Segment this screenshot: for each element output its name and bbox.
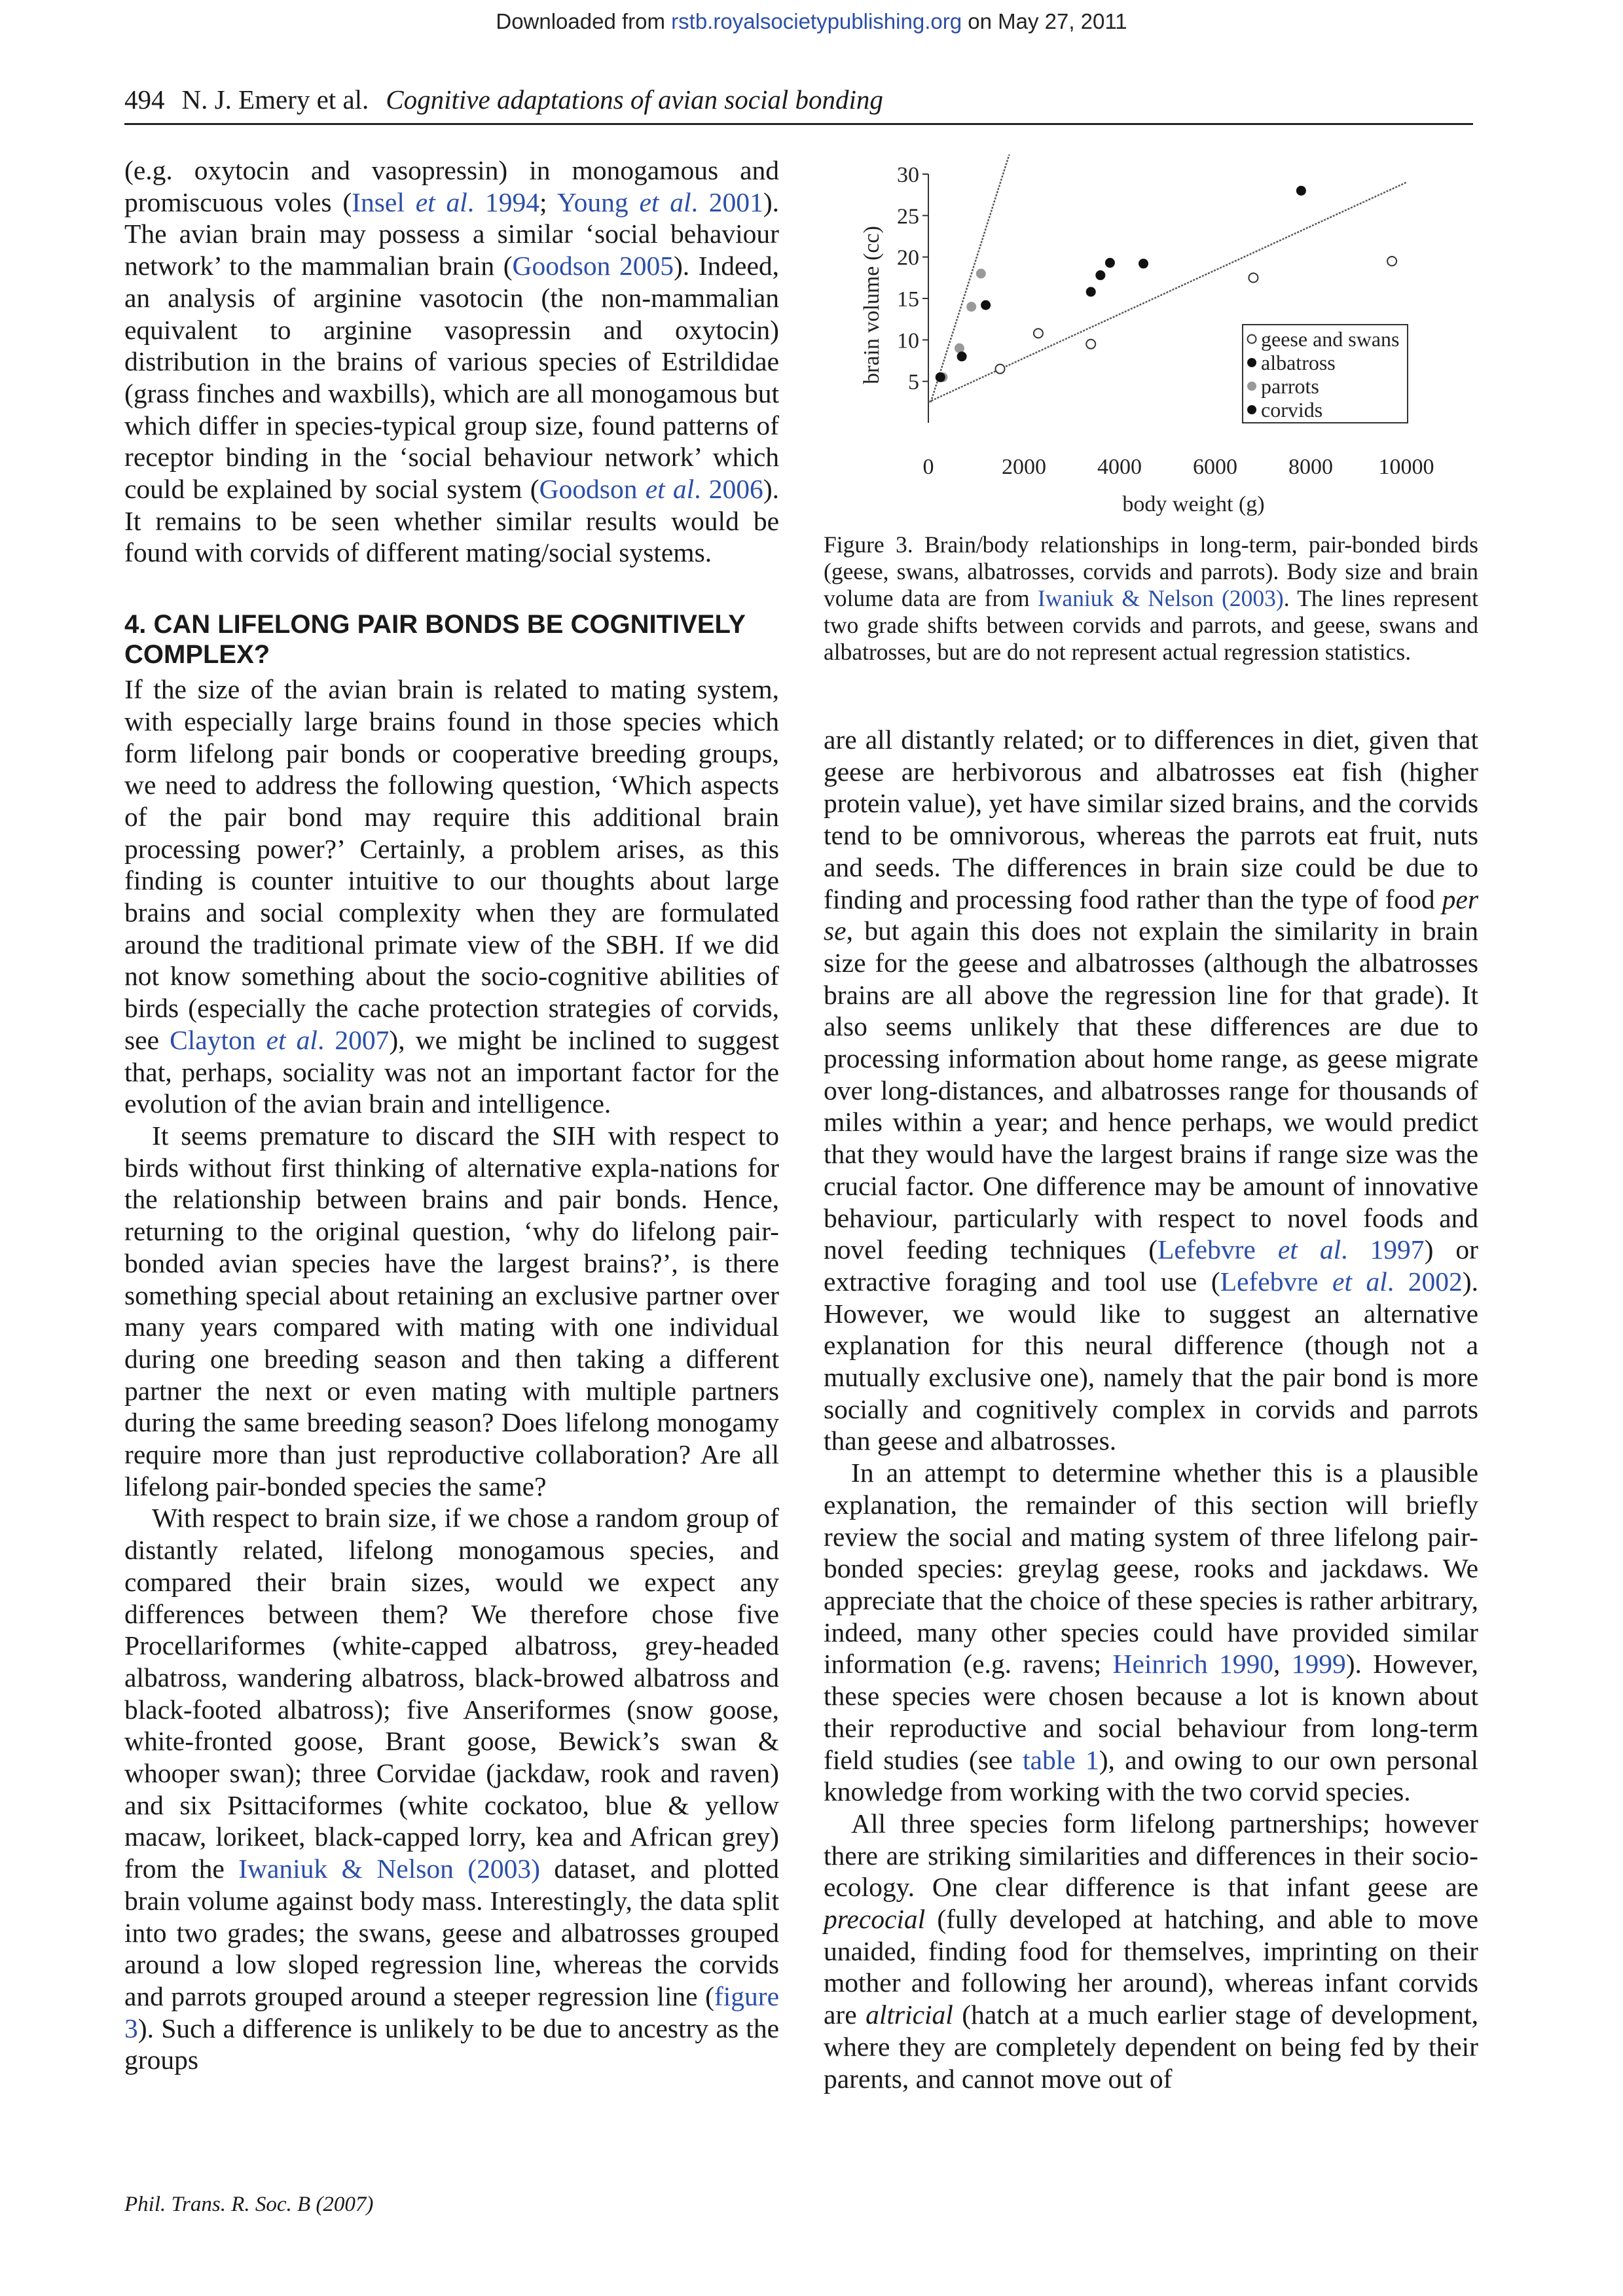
data-point-geese-and-swans [1387, 257, 1396, 266]
citation-link[interactable]: Goodson et al. 2006 [539, 474, 763, 505]
citation-link[interactable]: Clayton et al. 2007 [170, 1024, 390, 1055]
running-head-authors: N. J. Emery et al. [181, 84, 369, 115]
table-link[interactable]: table 1 [1023, 1744, 1099, 1775]
running-head [124, 84, 1473, 125]
y-tick-label: 30 [897, 163, 919, 187]
citation-link[interactable]: Goodson 2005 [512, 251, 674, 281]
legend-marker [1248, 382, 1256, 391]
y-tick-label: 15 [897, 287, 919, 312]
download-date: on May 27, 2011 [962, 9, 1127, 33]
data-point-albatross [1096, 271, 1105, 280]
data-point-albatross [1105, 259, 1114, 268]
legend-label: geese and swans [1261, 327, 1400, 351]
x-tick-label: 0 [922, 455, 934, 479]
x-tick-label: 6000 [1193, 455, 1237, 479]
data-point-parrots [976, 269, 985, 278]
download-prefix: Downloaded from [496, 9, 672, 33]
figure-caption: Figure 3. Brain/body relationships in long-term, pair-bonded birds (geese, swans, albatrosses, corvids and parrots). Body size and brain volume data are from Iwaniuk & Nelson (2003). The lines represent two grade shifts between corvids and parrots, and geese, swans and albatrosses, but are do not represent actual regression statistics. [824, 531, 1478, 665]
x-tick-label: 8000 [1288, 455, 1333, 479]
citation-link[interactable]: Lefebvre et al. 1997 [1158, 1234, 1425, 1265]
citation-link[interactable]: Iwaniuk & Nelson (2003) [1037, 585, 1284, 611]
data-point-corvids [981, 300, 991, 310]
download-site-link[interactable]: rstb.royalsocietypublishing.org [671, 9, 962, 33]
figure-link[interactable]: figure 3 [124, 1981, 779, 2043]
data-point-corvids [936, 372, 945, 382]
paragraph: If the size of the avian brain is related to mating system, with especially large brains found in those species which form lifelong pair bonds or cooperative breeding groups, we need to address the following question, ‘Which aspects of the pair bond may require this additional brain processing power?’ Certainly, a problem arises, as this finding is counter intuitive to our thoughts about large brains and social complexity when they are formulated around the traditional primate view of the SBH. If we did not know something about the socio-cognitive abilities of birds (especially the cache protection strategies of corvids, see Clayton et al. 2007), we might be inclined to suggest that, perhaps, sociality was not an important factor for the evolution of the avian brain and intelligence. [124, 674, 780, 1119]
citation-link[interactable]: 1999 [1291, 1649, 1346, 1679]
paragraph: In an attempt to determine whether this is a plausible explanation, the remainder of this section will briefly review the social and mating system of three lifelong pair-bonded species: greylag geese, rooks and jackdaws. We appreciate that the choice of these species is rather arbitrary, indeed, many other species could have provided similar information (e.g. ravens; Heinrich 1990, 1999). However, these species were chosen because a lot is known about their reproductive and social behaviour from long-term field studies (see table 1), and owing to our own personal knowledge from working with the two corvid species. [824, 1458, 1479, 1807]
data-point-parrots [967, 302, 976, 312]
download-banner [0, 9, 1623, 34]
x-tick-label: 10000 [1378, 455, 1434, 479]
y-axis-label: brain volume (cc) [860, 226, 884, 384]
page-number: 494 [124, 84, 165, 115]
journal-footer: Phil. Trans. R. Soc. B (2007) [124, 2193, 374, 2216]
paragraph: All three species form lifelong partnerships; however there are striking similarities and differences in their socio-ecology. One clear difference is that infant geese are precocial (fully developed at hatching, and able to move unaided, finding food for themselves, imprinting on their mother and following her around), whereas infant corvids are altricial (hatch at a much earlier stage of development, where they are completely dependent on being fed by their parents, and cannot move out of [824, 1808, 1478, 2094]
data-point-geese-and-swans [1034, 329, 1043, 338]
data-point-parrots [955, 344, 964, 353]
x-tick-label: 2000 [1002, 455, 1046, 479]
left-column [124, 154, 779, 2076]
legend-label: parrots [1261, 374, 1319, 398]
brain-body-chart [824, 154, 1478, 521]
paragraph: are all distantly related; or to differences in diet, given that geese are herbivorous and albatrosses eat fish (higher protein value), yet have similar sized brains, and the corvids tend to be omnivorous, whereas the parrots eat fruit, nuts and seeds. The differences in brain size could be due to finding and processing food rather than the type of food per se, but again this does not explain the similarity in brain size for the geese and albatrosses (although the albatrosses brains are all above the regression line for that grade). It also seems unlikely that these differences are due to processing information about home range, as geese migrate over long-distances, and albatrosses range for thousands of miles within a year; and hence perhaps, we would predict that they would have the largest brains if range size was the crucial factor. One difference may be amount of innovative behaviour, particularly with respect to novel foods and novel feeding techniques (Lefebvre et al. 1997) or extractive foraging and tool use (Lefebvre et al. 2002). However, we would like to suggest an alternative explanation for this neural difference (though not a mutually exclusive one), namely that the pair bond is more socially and cognitively complex in corvids and parrots than geese and albatrosses. [824, 725, 1478, 1456]
legend-marker [1248, 359, 1256, 367]
right-column [824, 724, 1478, 2094]
legend-label: albatross [1261, 351, 1336, 374]
data-point-geese-and-swans [1086, 340, 1095, 349]
data-point-albatross [1296, 186, 1305, 195]
y-tick-label: 10 [897, 329, 919, 353]
citation-link[interactable]: Lefebvre et al. 2002 [1220, 1266, 1463, 1297]
running-head-title: Cognitive adaptations of avian social bonding [386, 84, 883, 115]
y-tick-label: 20 [897, 245, 919, 270]
citation-link[interactable]: Heinrich 1990 [1112, 1649, 1273, 1679]
y-tick-label: 5 [908, 370, 919, 395]
data-point-albatross [1086, 287, 1095, 296]
paragraph: It seems premature to discard the SIH with respect to birds without first thinking of alternative expla-nations for the relationship between brains and pair bonds. Hence, returning to the original question, ‘why do lifelong pair-bonded avian species have the largest brains?’, is there something special about retaining an exclusive partner over many years compared with mating with one individual during one breeding season and then taking a different partner the next or even mating with multiple partners during the same breeding season? Does lifelong monogamy require more than just reproductive collaboration? Are all lifelong pair-bonded species the same? [124, 1120, 779, 1501]
citation-link[interactable]: Young et al. 2001 [556, 187, 763, 217]
data-point-geese-and-swans [996, 365, 1005, 374]
legend-marker [1248, 335, 1256, 344]
chart-legend [1243, 325, 1408, 423]
legend-label: corvids [1261, 398, 1323, 422]
x-tick-label: 4000 [1097, 455, 1142, 479]
data-point-geese-and-swans [1249, 273, 1258, 282]
figure-3 [824, 154, 1478, 524]
citation-link[interactable]: Insel et al. 1994 [352, 187, 540, 217]
data-point-corvids [957, 352, 966, 361]
citation-link[interactable]: Iwaniuk & Nelson (2003) [238, 1854, 540, 1884]
y-tick-label: 25 [897, 204, 919, 229]
data-point-albatross [1139, 259, 1148, 268]
legend-marker [1248, 406, 1256, 414]
paragraph: (e.g. oxytocin and vasopressin) in monogamous and promiscuous voles (Insel et al. 1994; Young et al. 2001). The avian brain may possess a similar ‘social behaviour network’ to the mammalian brain (Goodson 2005). Indeed, an analysis of arginine vasotocin (the non-mammalian equivalent to arginine vasopressin and oxytocin) distribution in the brains of various species of Estrildidae (grass finches and waxbills), which are all monogamous but which differ in species-typical group size, found patterns of receptor binding in the ‘social behaviour network’ which could be explained by social system (Goodson et al. 2006). It remains to be seen whether similar results would be found with corvids of different mating/social systems. [124, 155, 780, 568]
section-heading: 4. CAN LIFELONG PAIR BONDS BE COGNITIVELY COMPLEX? [124, 610, 746, 670]
paragraph: With respect to brain size, if we chose a random group of distantly related, lifelong monogamous species, and compared their brain sizes, would we expect any differences between them? We therefore chose five Procellariformes (white-capped albatross, grey-headed albatross, wandering albatross, black-browed albatross and black-footed albatross); five Anseriformes (snow goose, white-fronted goose, Brant goose, Bewick’s swan & whooper swan); three Corvidae (jackdaw, rook and raven) and six Psittaciformes (white cockatoo, blue & yellow macaw, lorikeet, black-capped lorry, kea and African grey) from the Iwaniuk & Nelson (2003) dataset, and plotted brain volume against body mass. Interestingly, the data split into two grades; the swans, geese and albatrosses grouped around a low sloped regression line, whereas the corvids and parrots grouped around a steeper regression line (figure 3). Such a difference is unlikely to be due to ancestry as the groups [124, 1503, 780, 2075]
x-axis-label: body weight (g) [1122, 492, 1265, 516]
